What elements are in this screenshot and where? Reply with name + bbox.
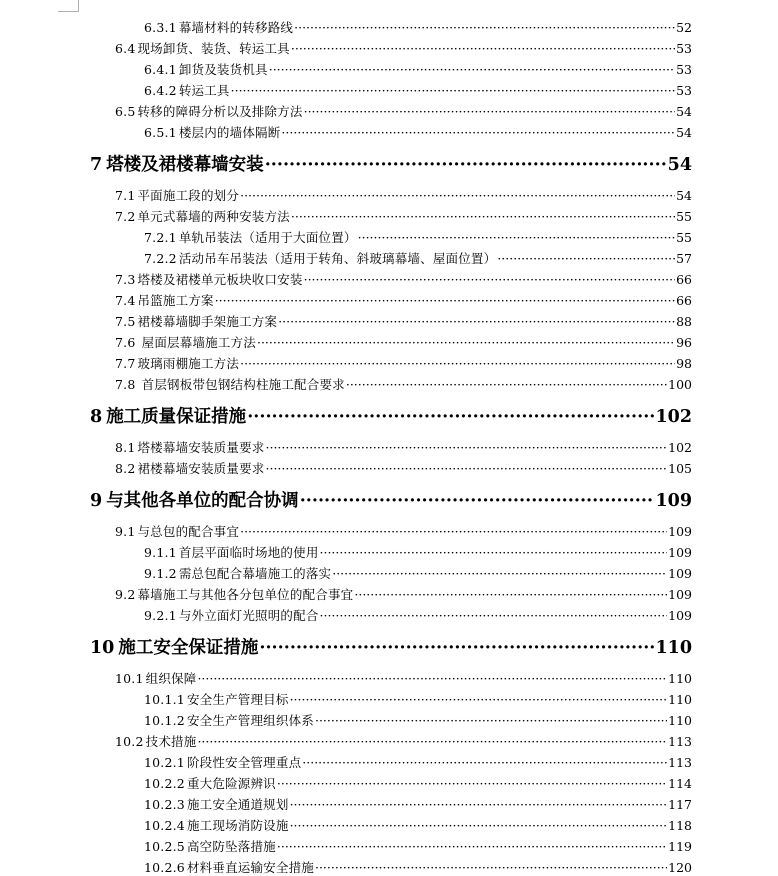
toc-page-number: 55 — [676, 230, 692, 245]
toc-entry-label — [115, 312, 277, 330]
toc-entry[interactable] — [144, 543, 692, 561]
toc-entry-title: 现场卸货、装货、转运工具 — [137, 41, 290, 56]
toc-leader-dots — [332, 566, 667, 581]
toc-page-number: 54 — [676, 104, 692, 119]
toc-leader-dots — [277, 776, 667, 791]
toc-entry-label — [144, 858, 314, 876]
toc-entry-title: 施工安全通道规划 — [186, 797, 289, 812]
toc-entry[interactable] — [144, 795, 692, 813]
toc-leader-dots — [304, 272, 676, 287]
toc-entry-label — [115, 669, 196, 687]
toc-entry[interactable] — [115, 732, 692, 750]
toc-leader-dots — [290, 692, 668, 707]
toc-entry-number: 6.4.2 — [144, 83, 177, 98]
toc-entry-label — [144, 564, 331, 582]
toc-entry-label — [115, 207, 290, 225]
toc-entry-label — [144, 123, 280, 141]
toc-entry[interactable] — [115, 207, 692, 225]
toc-entry-title: 吊篮施工方案 — [137, 293, 214, 308]
toc-entry-number: 7.3 — [115, 272, 136, 287]
toc-page-number: 105 — [668, 461, 692, 476]
toc-entry-title: 卸货及装货机具 — [178, 62, 268, 77]
toc-page-number: 102 — [668, 440, 692, 455]
toc-page-number: 119 — [668, 839, 692, 854]
toc-entry[interactable] — [115, 291, 692, 309]
toc-page-number: 110 — [668, 692, 692, 707]
toc-leader-dots — [240, 188, 675, 203]
toc-page-number: 100 — [668, 377, 692, 392]
toc-entry[interactable] — [144, 837, 692, 855]
toc-leader-dots — [277, 839, 667, 854]
toc-leader-dots — [215, 293, 675, 308]
toc-entry-label — [144, 60, 268, 78]
toc-entry-title: 高空防坠落措施 — [186, 839, 276, 854]
toc-page-number: 52 — [676, 20, 692, 35]
toc-entry-title: 活动吊车吊装法（适用于转角、斜玻璃幕墙、屋面位置） — [178, 251, 497, 266]
toc-entry-number: 9 — [90, 491, 103, 511]
toc-entry-label — [115, 732, 196, 750]
toc-page-number: 109 — [668, 566, 692, 581]
toc-entry-number: 10.2.6 — [144, 860, 185, 875]
toc-entry-number: 6.5.1 — [144, 125, 177, 140]
toc-entry-title: 幕墙施工与其他各分包单位的配合事宜 — [137, 587, 354, 602]
toc-page-number: 53 — [676, 83, 692, 98]
toc-entry-title: 施工质量保证措施 — [106, 407, 247, 427]
toc-entry-number: 9.1.1 — [144, 545, 177, 560]
toc-leader-dots — [240, 356, 675, 371]
toc-page-number: 53 — [676, 41, 692, 56]
toc-entry-title: 施工安全保证措施 — [118, 638, 259, 658]
toc-entry-number: 10.2 — [115, 734, 144, 749]
toc-entry-number: 8.2 — [115, 461, 136, 476]
toc-entry-label — [90, 403, 246, 428]
toc-page-number: 109 — [668, 545, 692, 560]
toc-entry-title: 塔楼及裙楼幕墙安装 — [106, 155, 264, 175]
toc-entry[interactable] — [115, 354, 692, 372]
toc-entry[interactable] — [115, 669, 692, 687]
toc-leader-dots — [497, 251, 675, 266]
toc-entry-label — [115, 585, 353, 603]
toc-entry-title: 安全生产管理目标 — [186, 692, 289, 707]
toc-entry-number: 10.2.1 — [144, 755, 185, 770]
toc-entry-title: 需总包配合幕墙施工的落实 — [178, 566, 332, 581]
toc-leader-dots — [346, 377, 667, 392]
toc-entry-number: 10.1.2 — [144, 713, 185, 728]
toc-entry[interactable] — [144, 858, 692, 876]
page-corner-marker — [58, 0, 79, 12]
toc-entry-label — [90, 487, 299, 512]
toc-entry[interactable] — [144, 774, 692, 792]
toc-entry[interactable] — [115, 312, 692, 330]
toc-entry-label — [144, 81, 230, 99]
toc-leader-dots — [266, 440, 668, 455]
toc-chapter-entry[interactable] — [90, 151, 692, 176]
toc-entry-label — [90, 151, 264, 176]
toc-entry-number: 6.3.1 — [144, 20, 177, 35]
toc-entry[interactable] — [115, 186, 692, 204]
toc-entry-label — [115, 333, 256, 351]
toc-entry[interactable] — [144, 249, 692, 267]
toc-entry-number: 7.4 — [115, 293, 136, 308]
toc-entry-label — [144, 606, 319, 624]
toc-leader-dots — [259, 638, 654, 658]
toc-page-number: 102 — [655, 407, 692, 427]
toc-page-number: 110 — [668, 671, 692, 686]
toc-page-number: 55 — [676, 209, 692, 224]
toc-entry-title: 施工现场消防设施 — [186, 818, 289, 833]
toc-entry-label — [144, 837, 276, 855]
toc-entry-number: 8.1 — [115, 440, 136, 455]
toc-entry-label — [144, 774, 276, 792]
toc-entry-title: 塔楼及裙楼单元板块收口安装 — [137, 272, 303, 287]
toc-entry[interactable] — [144, 606, 692, 624]
toc-entry-number: 7.1 — [115, 188, 136, 203]
toc-leader-dots — [269, 62, 675, 77]
toc-leader-dots — [320, 608, 668, 623]
toc-leader-dots — [291, 41, 675, 56]
toc-page-number: 66 — [676, 272, 692, 287]
toc-entry-title: 裙楼幕墙安装质量要求 — [137, 461, 265, 476]
toc-entry-title: 首层钢板带包钢结构柱施工配合要求 — [137, 377, 345, 392]
toc-entry-number: 7.2.2 — [144, 251, 177, 266]
toc-leader-dots — [354, 587, 667, 602]
toc-entry-title: 首层平面临时场地的使用 — [178, 545, 319, 560]
toc-leader-dots — [231, 83, 675, 98]
toc-entry[interactable] — [144, 81, 692, 99]
toc-entry-label — [115, 102, 303, 120]
toc-entry-number: 7.2.1 — [144, 230, 177, 245]
toc-page-number: 118 — [668, 818, 692, 833]
toc-leader-dots — [315, 713, 667, 728]
toc-page-number: 57 — [676, 251, 692, 266]
toc-entry-title: 塔楼幕墙安装质量要求 — [137, 440, 265, 455]
toc-entry-label — [144, 753, 301, 771]
toc-entry-label — [115, 39, 290, 57]
toc-entry[interactable] — [115, 102, 692, 120]
toc-entry-number: 9.1 — [115, 524, 136, 539]
toc-leader-dots — [278, 314, 675, 329]
toc-page-number: 117 — [668, 797, 692, 812]
toc-chapter-entry[interactable] — [90, 403, 692, 428]
toc-page-number: 54 — [676, 125, 692, 140]
toc-page-number: 113 — [668, 734, 692, 749]
toc-page-number: 96 — [676, 335, 692, 350]
toc-entry-label — [144, 816, 289, 834]
toc-leader-dots — [265, 155, 667, 175]
toc-entry-number: 7.8 — [115, 377, 136, 392]
toc-entry-number: 10.2.4 — [144, 818, 185, 833]
toc-entry[interactable] — [144, 123, 692, 141]
toc-entry-title: 组织保障 — [145, 671, 197, 686]
toc-leader-dots — [291, 209, 675, 224]
toc-leader-dots — [302, 755, 667, 770]
toc-entry-label — [144, 690, 289, 708]
toc-entry-label — [115, 459, 265, 477]
toc-entry-number: 9.2 — [115, 587, 136, 602]
toc-entry-title: 与其他各单位的配合协调 — [106, 491, 299, 511]
toc-entry-number: 10.2.5 — [144, 839, 185, 854]
toc-entry-title: 材料垂直运输安全措施 — [186, 860, 314, 875]
toc-entry-number: 7 — [90, 155, 103, 175]
toc-entry-label — [144, 543, 319, 561]
toc-entry[interactable] — [115, 459, 692, 477]
toc-entry-title: 与外立面灯光照明的配合 — [178, 608, 319, 623]
toc-leader-dots — [300, 491, 655, 511]
toc-entry-label — [115, 186, 239, 204]
toc-entry-label — [144, 228, 357, 246]
toc-entry[interactable] — [144, 711, 692, 729]
toc-entry[interactable] — [144, 60, 692, 78]
toc-leader-dots — [197, 671, 667, 686]
toc-entry[interactable] — [115, 375, 692, 393]
toc-entry-title: 单元式幕墙的两种安装方法 — [137, 209, 290, 224]
toc-entry-number: 10.1 — [115, 671, 144, 686]
toc-entry-title: 单轨吊装法（适用于大面位置） — [178, 230, 357, 245]
toc-entry-number: 7.5 — [115, 314, 136, 329]
toc-chapter-entry[interactable] — [90, 634, 692, 659]
toc-entry-number: 10.2.3 — [144, 797, 185, 812]
toc-entry-title: 转移的障碍分析以及排除方法 — [137, 104, 303, 119]
toc-chapter-entry[interactable] — [90, 487, 692, 512]
toc-page-number: 113 — [668, 755, 692, 770]
toc-entry-number: 7.2 — [115, 209, 136, 224]
toc-entry[interactable] — [144, 228, 692, 246]
toc-entry-number: 9.1.2 — [144, 566, 177, 581]
toc-entry[interactable] — [144, 816, 692, 834]
toc-entry-title: 裙楼幕墙脚手架施工方案 — [137, 314, 278, 329]
toc-page-number: 110 — [668, 713, 692, 728]
toc-entry-label — [144, 18, 293, 36]
toc-entry-title: 屋面层幕墙施工方法 — [137, 335, 256, 350]
toc-page-number: 120 — [668, 860, 692, 875]
toc-leader-dots — [240, 524, 667, 539]
toc-entry-title: 技术措施 — [145, 734, 197, 749]
toc-entry[interactable] — [144, 753, 692, 771]
toc-leader-dots — [294, 20, 675, 35]
toc-entry-number: 7.6 — [115, 335, 136, 350]
toc-leader-dots — [290, 797, 668, 812]
toc-entry-label — [115, 270, 303, 288]
toc-page-number: 88 — [676, 314, 692, 329]
toc-leader-dots — [315, 860, 667, 875]
toc-page-number: 66 — [676, 293, 692, 308]
toc-entry-title: 重大危险源辨识 — [186, 776, 276, 791]
toc-entry-label — [115, 291, 214, 309]
toc-page-number: 109 — [668, 524, 692, 539]
toc-entry-title: 与总包的配合事宜 — [137, 524, 240, 539]
toc-leader-dots — [290, 818, 668, 833]
toc-entry-title: 平面施工段的划分 — [137, 188, 240, 203]
toc-entry[interactable] — [115, 522, 692, 540]
toc-entry-number: 8 — [90, 407, 103, 427]
toc-page-number: 109 — [655, 491, 692, 511]
toc-entry-label — [144, 795, 289, 813]
toc-entry-label — [144, 249, 496, 267]
toc-page-number: 110 — [655, 638, 692, 658]
toc-entry[interactable] — [115, 333, 692, 351]
toc-entry-title: 安全生产管理组织体系 — [186, 713, 314, 728]
toc-entry-number: 10 — [90, 638, 115, 658]
toc-leader-dots — [358, 230, 675, 245]
toc-leader-dots — [304, 104, 676, 119]
toc-entry-number: 10.1.1 — [144, 692, 185, 707]
toc-entry[interactable] — [144, 18, 692, 36]
toc-entry-label — [90, 634, 258, 659]
toc-entry-number: 9.2.1 — [144, 608, 177, 623]
toc-entry-number: 6.5 — [115, 104, 136, 119]
toc-entry-title: 楼层内的墙体隔断 — [178, 125, 281, 140]
toc-entry[interactable] — [144, 564, 692, 582]
toc-leader-dots — [266, 461, 668, 476]
toc-entry[interactable] — [115, 39, 692, 57]
toc-entry-label — [115, 354, 239, 372]
toc-entry-number: 6.4 — [115, 41, 136, 56]
toc-entry-number: 6.4.1 — [144, 62, 177, 77]
toc-entry-number: 7.7 — [115, 356, 136, 371]
toc-entry[interactable] — [115, 270, 692, 288]
toc-leader-dots — [247, 407, 654, 427]
toc-entry-label — [115, 522, 239, 540]
toc-entry-title: 转运工具 — [178, 83, 230, 98]
toc-entry-label — [144, 711, 314, 729]
toc-entry-title: 玻璃雨棚施工方法 — [137, 356, 240, 371]
toc-leader-dots — [257, 335, 675, 350]
toc-page-number: 114 — [668, 776, 692, 791]
toc-page-number: 53 — [676, 62, 692, 77]
toc-leader-dots — [197, 734, 667, 749]
toc-leader-dots — [281, 125, 675, 140]
toc-entry-number: 10.2.2 — [144, 776, 185, 791]
toc-entry-title: 幕墙材料的转移路线 — [178, 20, 294, 35]
toc-entry-label — [115, 375, 345, 393]
toc-page-number: 109 — [668, 608, 692, 623]
toc-entry[interactable] — [115, 438, 692, 456]
toc-entry[interactable] — [115, 585, 692, 603]
toc-page-number: 54 — [676, 188, 692, 203]
toc-page-number: 109 — [668, 587, 692, 602]
toc-entry-label — [115, 438, 265, 456]
toc-page-number: 98 — [676, 356, 692, 371]
toc-entry-title: 阶段性安全管理重点 — [186, 755, 302, 770]
toc-page-number: 54 — [667, 155, 692, 175]
toc-entry[interactable] — [144, 690, 692, 708]
toc-leader-dots — [320, 545, 668, 560]
